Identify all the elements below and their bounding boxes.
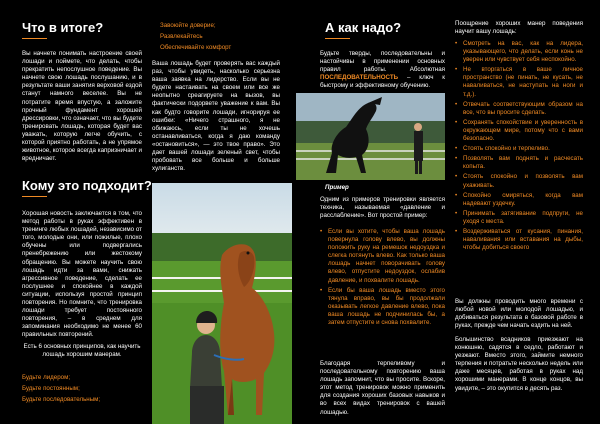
principles-list-b (160, 22, 280, 52)
principle-item: Будьте постоянным; (22, 385, 80, 393)
title-underline (325, 38, 350, 39)
list-item: • Смотреть на вас, как на лидера, указывающего, что делать, если конь не уверен или чувствует себя неспокойно. (455, 40, 583, 64)
list-item: • Отвечать соответствующим образом на все, что вы просите сделать. (455, 101, 583, 117)
rearing-horse-illustration (296, 93, 445, 180)
list-item: • Стоять спокойно и терпеливо. (455, 145, 583, 153)
groundwork-paragraph: Вы должны проводить много времени с любой новой или молодой лошадью, и добиваться результата в базовой работе в руках, прежде чем начать ездить на ней. (455, 298, 583, 330)
list-item: • Если вы хотите, чтобы ваша лошадь повернула голову влево, вы должны положить руку на ремешок недоуздка и слегка потянуть влево. Как только ваша лошадь начнет поворачивать голову влево, отпустите недоуздок, ослабив давление, и похвалите лошадь. (320, 228, 445, 285)
horse-photo-illustration (152, 183, 292, 424)
list-item: • Не вторгаться в ваше личное пространство (не пинать, не кусать, не наваливаться, не наступать на ноги и т.д.). (455, 66, 583, 98)
how-text-start: Будьте тверды, последовательны и настойчивы в применении основных правил работы. Абсолютная (320, 50, 445, 74)
principle-item: Будьте лидером; (22, 374, 71, 381)
title-underline (22, 196, 47, 197)
manners-list (455, 40, 583, 254)
consistency-keyword: ПОСЛЕДОВАТЕЛЬНОСТЬ (320, 74, 399, 82)
list-item: • Принимать затягивание подпруги, не уходя с места. (455, 210, 583, 226)
principle-item: Обеспечивайте комфорт (160, 44, 232, 52)
section-title-how: А как надо? (325, 20, 402, 35)
list-item: • Сохранять спокойствие и уверенность в окружающем мире, потому что с вами безопасно. (455, 119, 583, 143)
who-paragraph: Хорошая новость заключается в том, что метод работы в руках эффективен в тренинге любых лошадей, независимо от того, молодые они, или пожилые, плохо обучены или подвергались пренебрежению или жестокому обращению. Вы можете научить свою лошадь идти за вами, снижать агрессивное поведение, сделать ее послушнее и спокойнее в каждой ситуации, используя простой принцип повторения. Но помните, что тренировка лошади требует постоянного повторения, – в среднем для запоминания необходимо не менее 60 правильных повторений. (22, 210, 142, 339)
man-with-horse-photo (152, 183, 292, 424)
how-paragraph (320, 50, 445, 90)
list-item: • Если бы ваша лошадь вместо этого тянула вправо, вы бы продолжали оказывать легкое давление влево, пока ваша лошадь не подчинилась бы, а затем отпустите и снова похвалите. (320, 287, 445, 327)
results-paragraph: Вы начнете понимать настроение своей лошади и поймете, что делать, чтобы прекратить непослушное поведение. Вы начнете свою лошадь послушанию, и в результате ваши занятия верховой ездой станут намного веселее. Вы не потратите время впустую, а заложите прочный фундамент хорошей дрессировки, что означает, что вы будете тренировать лошадь, которая будет вас уважать, которую легче обучить, с которой приятно работать, а не упрямое животное, которое всегда капризничает и вредничает. (22, 50, 142, 163)
list-item: • Позволять вам поднять и расчесать копыта. (455, 155, 583, 171)
principles-list-a (22, 374, 142, 404)
example-label: Пример (325, 184, 349, 191)
repetition-paragraph: Благодаря терпеливому и последовательному повторению ваша лошадь запомнит, что вы просите. Вскоре, этот метод тренировок можно применить для создания хороших базовых навыков и во всех видах тренировок с вашей лошадью. (320, 360, 445, 416)
principles-intro: Есть 6 основных принципов, как научить лошадь хорошим манерам. (23, 343, 141, 359)
riders-paragraph: Большинство всадников приезжают на конюшню, садятся в седло, работают и уезжают. Вместо этого, займите немного терпения и потратьте несколько недель или даже месяцев, работая в руках над хорошими манерами. В конце концов, вы увидите, – это окупится в десять раз. (455, 336, 583, 392)
pressure-examples (320, 228, 445, 329)
leadership-paragraph: Ваша лошадь будет проверять вас каждый раз, чтобы увидеть, насколько серьезна ваша заявка на лидерство. Если вы не будете настаивать на своем или все же неопытно среагируете на вызов, вы фактически подорвете уважение к вам. Вы как будто говорите лошади, игнорируя ее ошибки: «Ничего страшного, я не обижаюсь, если ты не хочешь останавливаться, когда я даю команду «остановиться», — это твое право». Это дает вашей лошади зеленый свет, чтобы пробовать все больше и больше хулиганств. (152, 60, 280, 173)
pressure-intro: Одним из примеров тренировки является техника, называемая «давление и расслабление». Вот простой пример: (320, 196, 445, 220)
manners-intro: Поощрение хороших манер поведения научит вашу лошадь: (455, 20, 583, 36)
section-title-results: Что в итоге? (22, 20, 104, 35)
principle-item: Развлекайтесь (160, 33, 203, 41)
principle-item: Завоюйте доверие; (160, 22, 216, 29)
how-text-end: – ключ к быстрому и эффективному обучению. (320, 74, 445, 90)
section-title-who: Кому это подходит? (22, 178, 152, 193)
principle-item: Будьте последовательным; (22, 396, 101, 404)
list-item: • Воздерживаться от кусания, пинания, наваливания или вставания на дыбы, чтобы добиться своего (455, 228, 583, 252)
title-underline (22, 38, 47, 39)
list-item: • Стоять спокойно и позволять вам ухаживать. (455, 173, 583, 189)
rearing-horse-photo (296, 93, 445, 180)
list-item: • Спокойно смиряться, когда вам надевают уздечку. (455, 192, 583, 208)
